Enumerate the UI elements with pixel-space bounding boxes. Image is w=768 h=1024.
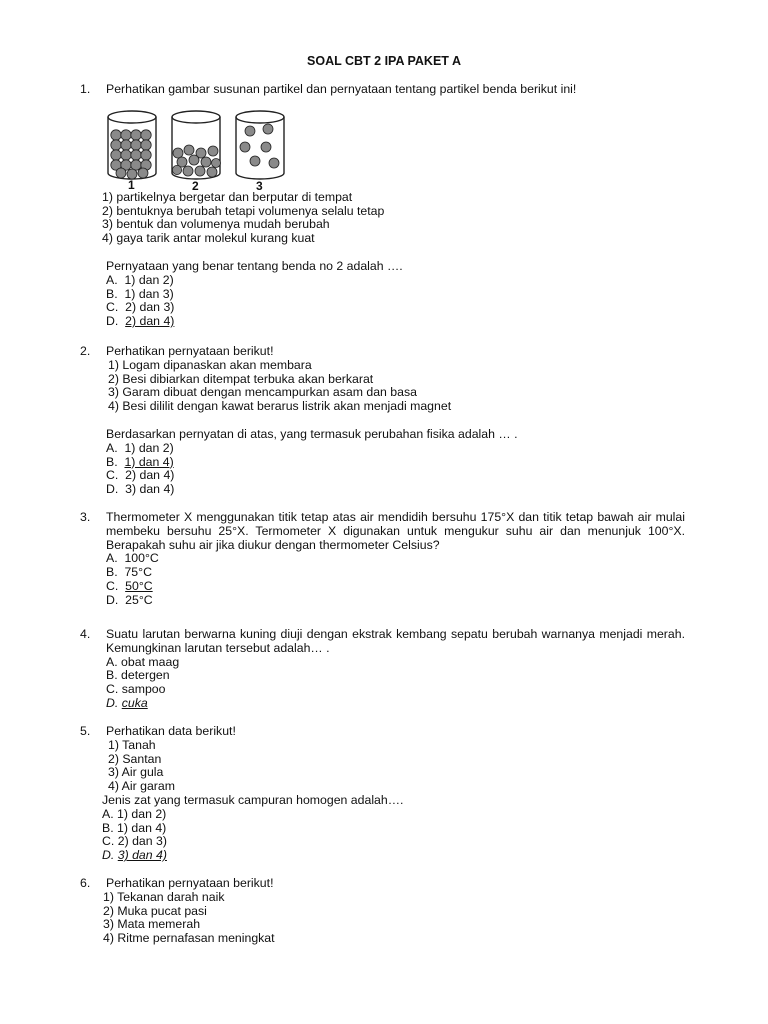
answer-option-a: A. 1) dan 2) [102,806,167,821]
question-prompt: Jenis zat yang termasuk campuran homogen adalah…. [102,792,404,807]
question-text: Thermometer X menggunakan titik tetap atas air mendidih bersuhu 175°X dan titik tetap bawah air mulai membeku bersuhu 25°X. Termometer X digunakan untuk mengukur suhu air dan menunjuk 100°X. Berapakah suhu air jika diukur dengan thermometer Celsius? [106,510,685,552]
answer-option-d: D. 3) dan 4) [102,848,167,863]
question-text: Perhatikan gambar susunan partikel dan pernyataan tentang partikel benda berikut ini! [106,82,577,96]
question-text: Perhatikan pernyataan berikut! [106,876,274,890]
answer-option-c: C. sampoo [106,682,166,697]
question-number: 5. [80,724,91,738]
statement-item: 2) bentuknya berubah tetapi volumenya selalu tetap [102,203,385,218]
answer-option-d: D. 25°C [106,592,153,607]
page-title: SOAL CBT 2 IPA PAKET A [307,54,461,68]
statement-item: 1) partikelnya bergetar dan berputar di tempat [102,189,353,204]
answer-option-b: B. 1) dan 3) [106,286,174,301]
statement-item: 3) Mata memerah [103,917,201,932]
question-prompt: Pernyataan yang benar tentang benda no 2 adalah …. [106,258,403,273]
figure-label-2: 2 [192,178,199,191]
question-prompt: Berdasarkan pernyatan di atas, yang termasuk perubahan fisika adalah … . [106,426,518,441]
question-2 [80,345,685,497]
question-text: Suatu larutan berwarna kuning diuji dengan ekstrak kembang sepatu berubah warnanya menjadi merah. Kemungkinan larutan tersebut adalah… . [106,627,685,655]
statement-item: 3) bentuk dan volumenya mudah berubah [102,217,330,232]
answer-option-a: A. obat maag [106,654,180,669]
particle-containers-image [106,109,286,191]
statement-item: 4) gaya tarik antar molekul kurang kuat [102,231,315,246]
statement-item: 2) Santan [108,751,162,766]
statement-item: 3) Air gula [108,765,164,780]
question-text: Perhatikan data berikut! [106,724,236,738]
answer-option-d: D. cuka [106,695,148,710]
question-5 [80,725,685,863]
answer-option-a: A. 1) dan 2) [106,440,174,455]
answer-options [106,442,685,497]
answer-option-b: B. 1) dan 4) [102,820,167,835]
question-1 [80,83,685,329]
question-3 [80,511,685,608]
statement-item: 4) Besi dililit dengan kawat berarus listrik akan menjadi magnet [108,399,452,414]
statement-item: 3) Garam dibuat dengan mencampurkan asam dan basa [108,385,417,400]
answer-option-b: B. 1) dan 4) [106,454,174,469]
figure-label-1: 1 [128,177,135,191]
answer-option-c: C. 2) dan 3) [102,834,167,849]
answer-option-a: A. 1) dan 2) [106,272,174,287]
statement-list [103,891,685,946]
question-6 [80,877,685,946]
answer-option-b: B. 75°C [106,565,152,580]
figure-label-3: 3 [256,178,263,191]
statement-item: 4) Air garam [108,779,175,794]
statement-item: 2) Besi dibiarkan ditempat terbuka akan berkarat [108,371,374,386]
statement-item: 2) Muka pucat pasi [103,903,207,918]
question-number: 3. [80,510,91,524]
statement-list [108,739,685,794]
answer-options [106,274,685,329]
statement-item: 1) Tekanan darah naik [103,889,225,904]
answer-option-d: D. 2) dan 4) [106,314,175,329]
question-text: Perhatikan pernyataan berikut! [106,344,274,358]
statement-item: 1) Tanah [108,737,156,752]
statement-item: 1) Logam dipanaskan akan membara [108,357,312,372]
statement-list [102,191,685,246]
question-4 [80,628,685,711]
answer-options [102,808,685,863]
statement-item: 4) Ritme pernafasan meningkat [103,931,275,946]
answer-options [106,656,685,711]
question-number: 1. [80,82,91,96]
question-number: 4. [80,627,91,641]
answer-option-a: A. 100°C [106,551,159,566]
answer-option-c: C. 2) dan 3) [106,300,175,315]
question-number: 2. [80,344,91,358]
answer-option-c: C. 2) dan 4) [106,468,175,483]
answer-option-b: B. detergen [106,668,170,683]
answer-option-d: D. 3) dan 4) [106,482,175,497]
particle-arrangement-figure [106,109,286,191]
question-number: 6. [80,876,91,890]
answer-option-c: C. 50°C [106,578,153,593]
statement-list [108,359,685,414]
answer-options [106,552,685,607]
